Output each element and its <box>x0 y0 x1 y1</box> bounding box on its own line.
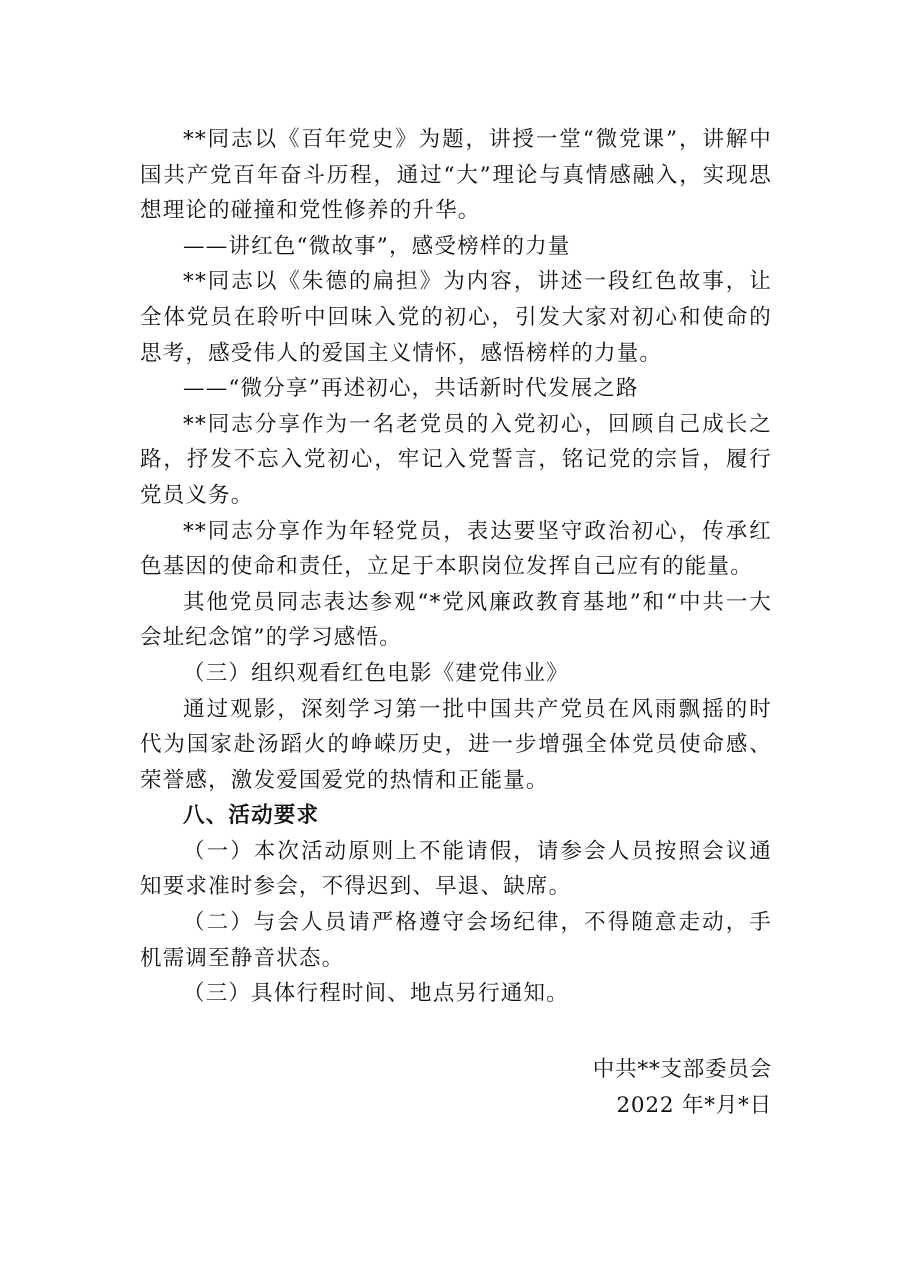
document-body <box>140 122 772 1012</box>
requirement-item-1: （一）本次活动原则上不能请假，请参会人员按照会议通知要求准时参会，不得迟到、早退、缺席。 <box>140 838 772 900</box>
paragraph-red-story: **同志以《朱德的扁担》为内容，讲述一段红色故事，让全体党员在聆听中回味入党的初心，引发大家对初心和使命的思考，感受伟人的爱国主义情怀，感悟榜样的力量。 <box>140 269 772 366</box>
requirement-item-2: （二）与会人员请严格遵守会场纪律，不得随意走动，手机需调至静音状态。 <box>140 910 772 971</box>
paragraph-veteran-share: **同志分享作为一名老党员的入党初心，回顾自己成长之路，抒发不忘入党初心，牢记入党誓言，铭记党的宗旨，履行党员义务。 <box>140 411 772 508</box>
paragraph-film: 通过观影，深刻学习第一批中国共产党员在风雨飘摇的时代为国家赴汤蹈火的峥嵘历史，进一步增强全体党员使命感、荣誉感，激发爱国爱党的热情和正能量。 <box>140 696 772 793</box>
paragraph-other-members: 其他党员同志表达参观“*党风廉政教育基地”和“中共一大会址纪念馆”的学习感悟。 <box>140 589 772 651</box>
signature-date: 2022 年*月*日 <box>616 1093 772 1118</box>
subheading-watch-film: （三）组织观看红色电影《建党伟业》 <box>183 660 569 686</box>
paragraph-micro-lecture: **同志以《百年党史》为题，讲授一堂“微党课”，讲解中国共产党百年奋斗历程，通过“大”理论与真情感融入，实现思想理论的碰撞和党性修养的升华。 <box>140 127 772 224</box>
paragraph-young-member-share: **同志分享作为年轻党员，表达要坚守政治初心，传承红色基因的使命和责任，立足于本职岗位发挥自己应有的能量。 <box>140 518 772 580</box>
signature-organization: 中共**支部委员会 <box>592 1057 772 1082</box>
subheading-micro-share: ——“微分享”再述初心，共话新时代发展之路 <box>183 376 639 402</box>
section-heading-requirements: 八、活动要求 <box>183 803 320 829</box>
subheading-red-story: ——讲红色“微故事”，感受榜样的力量 <box>183 233 571 259</box>
requirement-item-3: （三）具体行程时间、地点另行通知。 <box>183 981 569 1007</box>
